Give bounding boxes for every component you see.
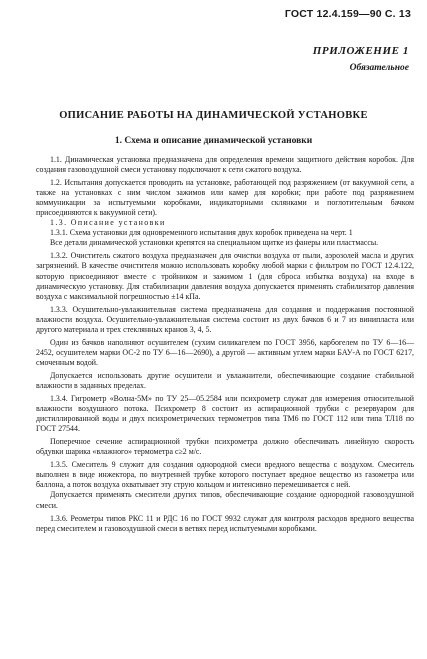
paragraph: 1.1. Динамическая установка предназначена для определения времени защитного действия коробок. Для создания газовоздушной смеси установку подключают к сети сжатого воздуха.: [36, 155, 414, 175]
paragraph: Поперечное сечение аспирационной трубки психрометра должно обеспечивать линейную скорость обдувки шарика «влажного» термометра с≥2 м/с.: [36, 437, 414, 457]
paragraph: 1.3.6. Реометры типов РКС 11 и РДС 16 по ГОСТ 9932 служат для контроля расходов вредного вещества перед смесителем и газовоздушной смеси в ветвях перед испытуемыми коробками.: [36, 513, 414, 533]
appendix-label: ПРИЛОЖЕНИЕ 1: [312, 45, 409, 57]
section-title: 1. Схема и описание динамической установки: [114, 136, 313, 146]
paragraph: 1.3.3. Осушительно-увлажнительная система предназначена для создания и поддержания постоянной влажности воздуха. Осушительно-увлажнительная система состоит из двух бачков 6 и 7 из винипласта или другого материала и трех стеклянных кранов 3, 4, 5.: [36, 304, 414, 334]
body-text: [36, 155, 414, 534]
document-title: ОПИСАНИЕ РАБОТЫ НА ДИНАМИЧЕСКОЙ УСТАНОВКЕ: [59, 110, 368, 121]
paragraph: 1.3.5. Смеситель 9 служит для создания однородной смеси вредного вещества с воздухом. Смеситель выполнен в виде инжектора, по внутренней трубке которого поступает вредное вещество из газометра или баллона, а поток воздуха охватывает эту струю кольцом и интенсивно перемешивается с ней.: [36, 460, 414, 490]
paragraph: 1.3.2. Очиститель сжатого воздуха предназначен для очистки воздуха от пыли, аэрозолей масла и других загрязнений. В качестве очистителя можно использовать коробку любой марки с фильтром по ГОСТ 12.4.122, которую присоединяют вместе с тройником и зажимом 1 (для сброса избытка воздуха) на входе в динамическую установку. Для стабилизации давления воздуха допускается применять стабилизатор давления воздуха с максимальной погрешностью ±14 кПа.: [36, 251, 414, 301]
appendix-status: Обязательное: [349, 63, 409, 73]
subsection-heading: 1.3. Описание установки: [50, 218, 166, 228]
paragraph: Один из бачков наполняют осушителем (сухим силикагелем по ГОСТ 3956, карбогелем по ТУ 6—16—2452, осушителем марки ОС-2 по ТУ 6—16—2690), а другой — активным углем марки БАУ-А по ГОСТ 6217, смоченным водой.: [36, 337, 414, 367]
paragraph: Все детали динамической установки крепятся на специальном щитке из фанеры или пластмассы.: [50, 238, 379, 248]
appendix-block: [313, 43, 409, 77]
paragraph: 1.2. Испытания допускается проводить на установке, работающей под разряжением (от вакуумной сети, а также на установках с ним числом зажимов или камер для коробки; при работе под разряжением коммуникации за испытуемыми коробками, индикаторными склянками и поглотительным бачком присоединяются к вакуумной сети).: [36, 178, 414, 218]
paragraph: Допускается использовать другие осушители и увлажнители, обеспечивающие создание стабильной влажности в заданных пределах.: [36, 370, 414, 390]
paragraph: Допускается применять смесители других типов, обеспечивающие создание однородной газовоздушной смеси.: [36, 490, 414, 510]
paragraph: 1.3.4. Гигрометр «Волна-5М» по ТУ 25—05.2584 или психрометр служат для измерения относительной влажности воздушного потока. Психрометр 8 состоит из аспирационной трубки с резервуаром для дистиллированной воды и двух психрометрических термометров типа ТМ6 по ГОСТ 112 или типа ТЛ18 по ГОСТ 27544.: [36, 394, 414, 434]
paragraph: 1.3.1. Схема установки для одновременного испытания двух коробок приведена на черт. 1: [50, 228, 353, 238]
page-header: ГОСТ 12.4.159—90 С. 13: [284, 8, 411, 20]
